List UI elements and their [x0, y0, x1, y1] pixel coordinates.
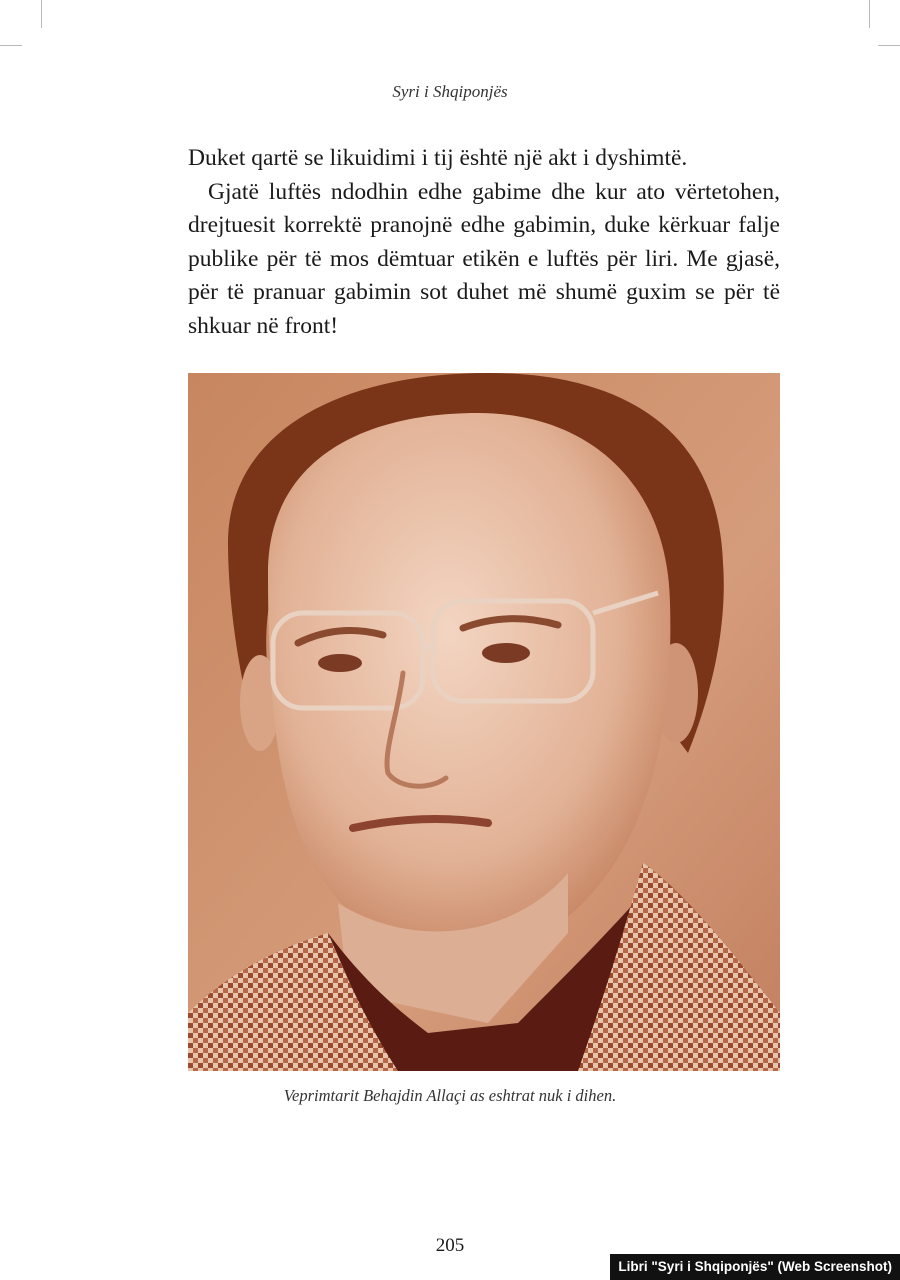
body-text [188, 142, 780, 343]
page-number: 205 [435, 1235, 465, 1256]
crop-mark-top-right [878, 45, 900, 46]
portrait-photo [188, 373, 780, 1071]
source-credit: Libri "Syri i Shqiponjës" (Web Screenshot) [610, 1254, 900, 1280]
portrait-illustration [188, 373, 780, 1071]
photo-caption: Veprimtarit Behajdin Allaçi as eshtrat nuk i dihen. [283, 1086, 617, 1105]
crop-mark-right [869, 0, 870, 28]
paragraph-2: Gjatë luftës ndodhin edhe gabime dhe kur ato vërtetohen, drejtuesit korrektë pranojnë edhe gabimin, duke kërkuar falje publike për të mos dëmtuar etikën e luftës për liri. Me gjasë, për të pranuar gabimin sot duhet më shumë guxim se për të shkuar në front! [188, 178, 780, 339]
crop-mark-left [41, 0, 42, 28]
paragraph-1: Duket qartë se likuidimi i tij është një akt i dyshimtë. [188, 145, 688, 171]
running-head: Syri i Shqiponjës [392, 82, 508, 101]
crop-mark-top-left [0, 45, 22, 46]
